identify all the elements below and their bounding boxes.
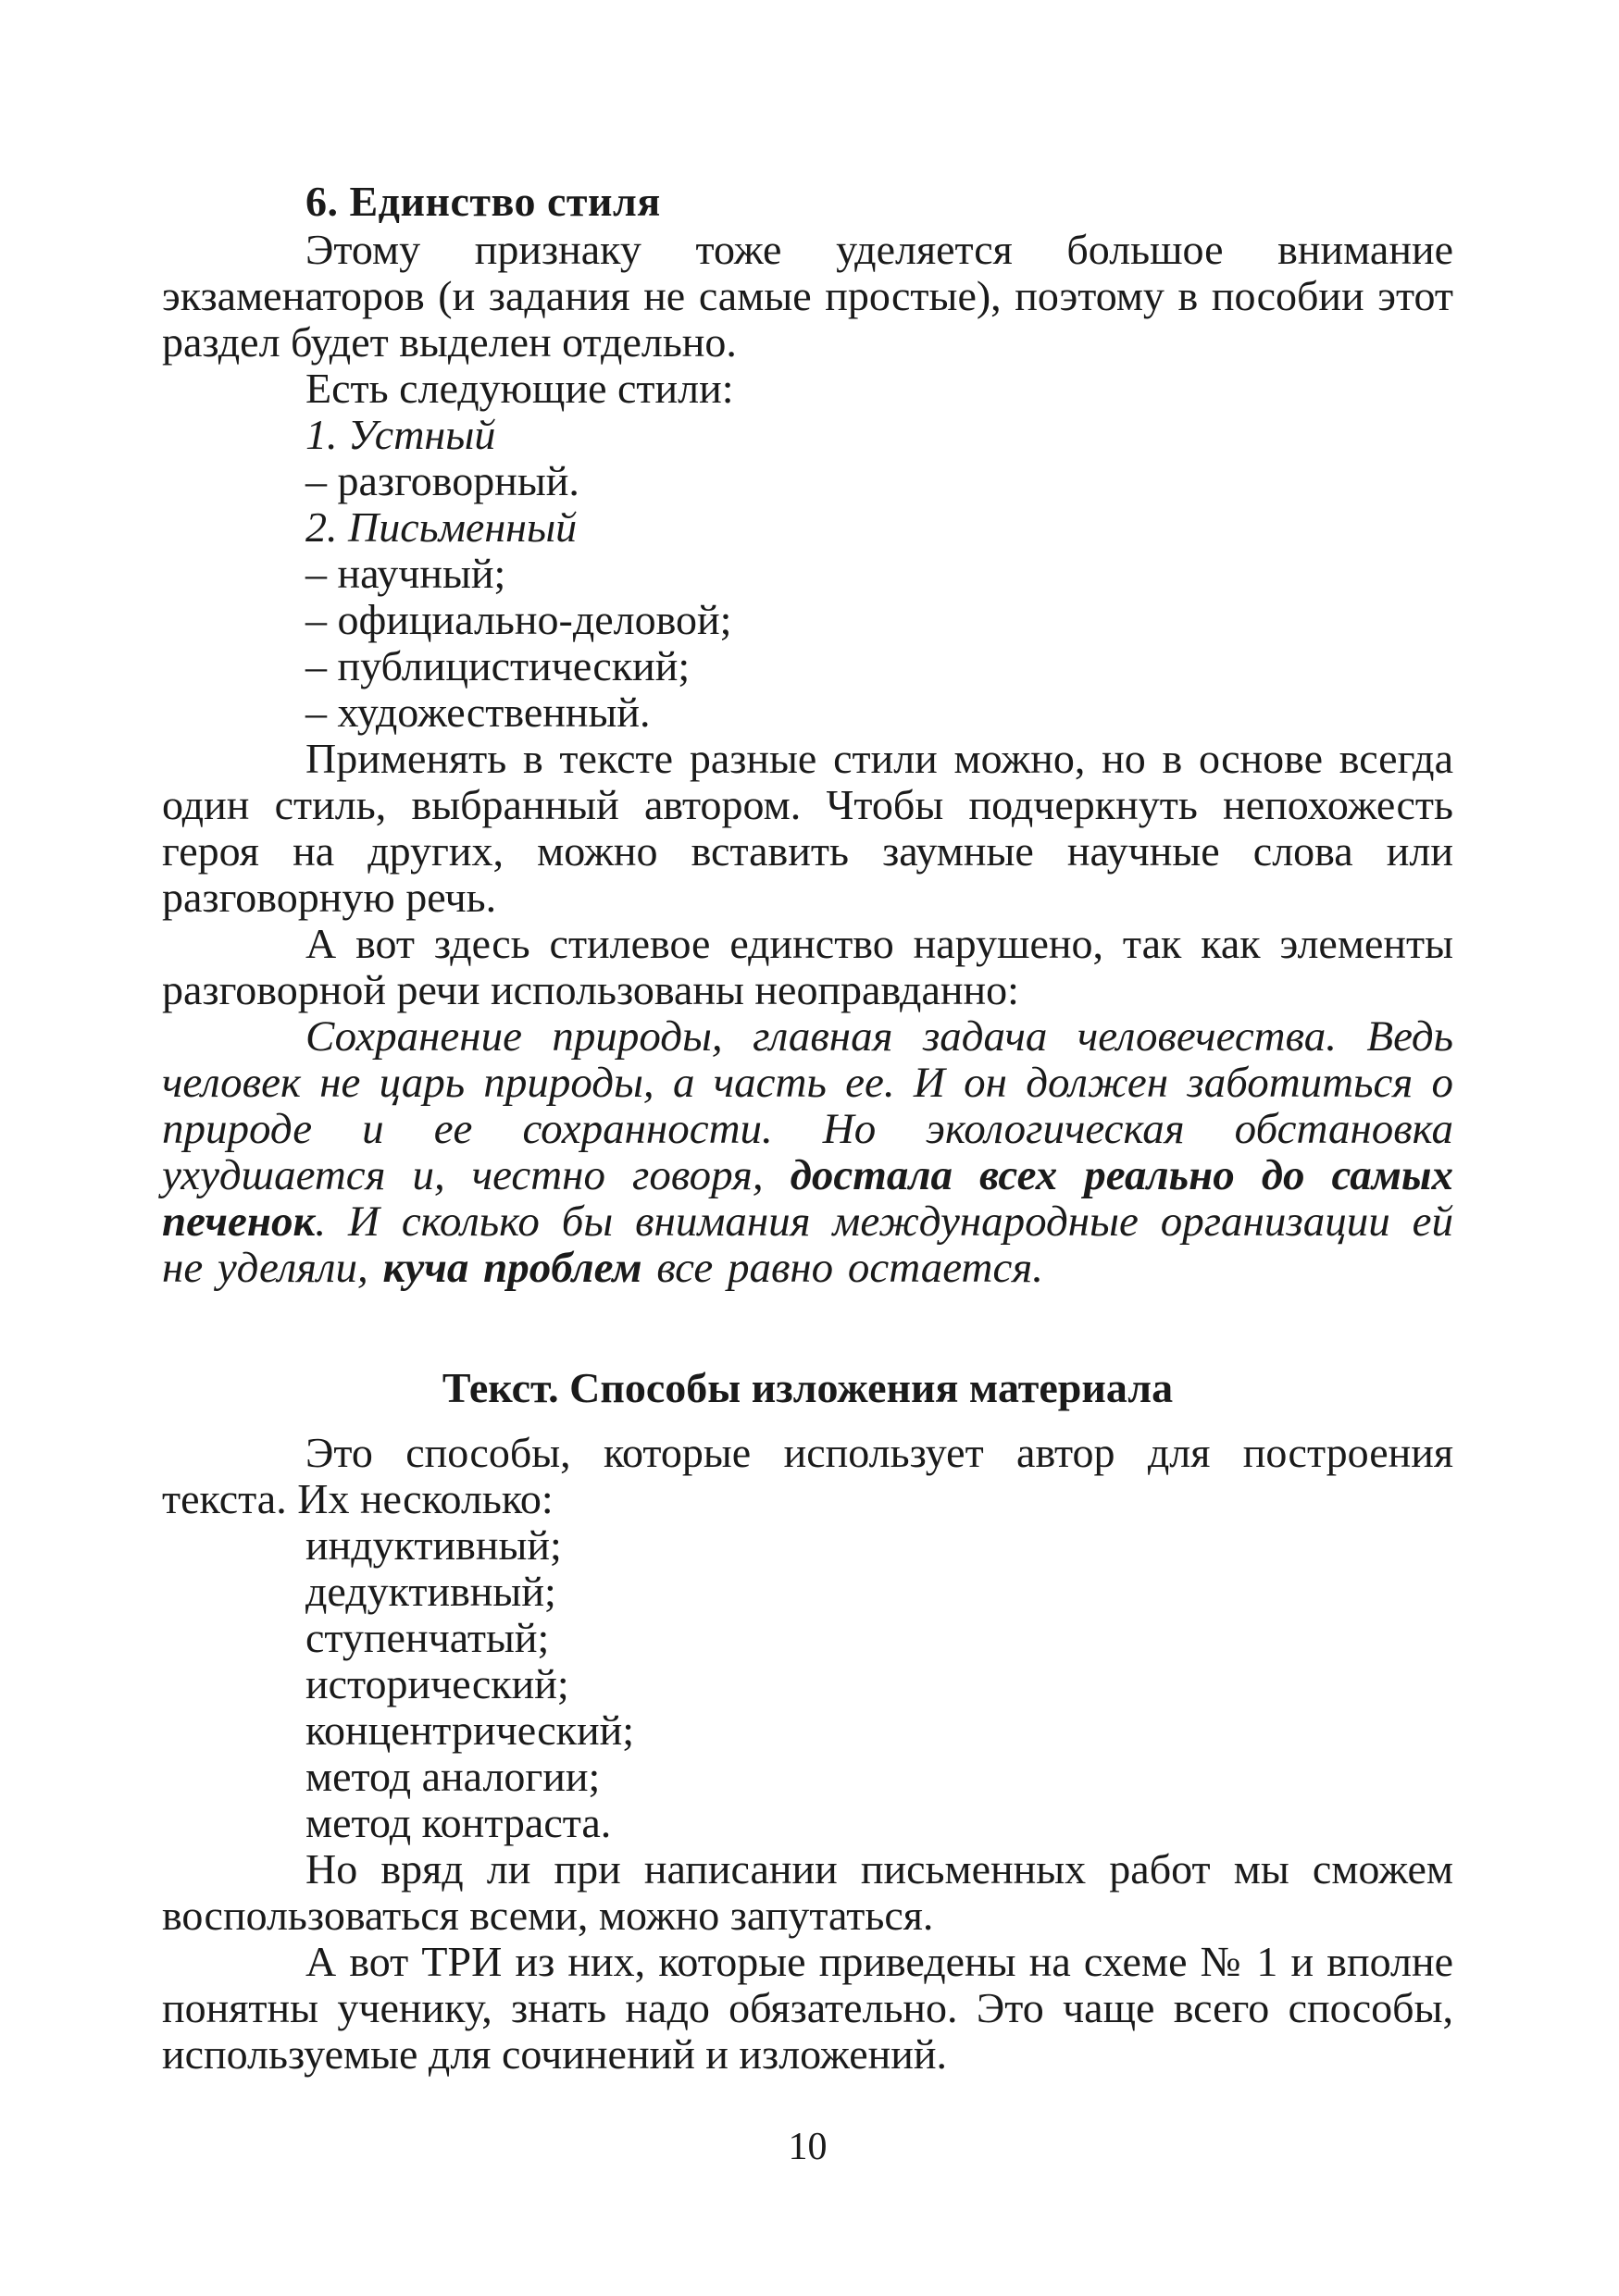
style-list-item: – разговорный.: [305, 457, 579, 504]
paragraph-three-methods: А вот ТРИ из них, которые приведены на схеме № 1 и вполне понятны ученику, знать надо обязательно. Это чаще всего способы, используемые для сочинений и изложений.: [162, 1938, 1453, 2078]
quote-run-bold: достала всех реально до самых печенок: [162, 1151, 1453, 1246]
styles-lead-in: Есть следующие стили:: [305, 365, 734, 412]
paragraph-methods-intro: Это способы, которые использует автор для построения текста. Их несколько:: [162, 1429, 1453, 1522]
method-list-item: метод аналогии;: [305, 1753, 601, 1800]
paragraph-intro: Этому признаку тоже уделяется большое внимание экзаменаторов (и задания не самые простые), поэтому в пособии этот раздел будет выделен отдельно.: [162, 226, 1453, 366]
quote-run: все равно остается.: [641, 1244, 1043, 1292]
style-list-item: 2. Письменный: [305, 503, 578, 551]
paragraph-mixing-styles: Применять в тексте разные стили можно, но в основе всегда один стиль, выбранный автором. Чтобы подчеркнуть непохожесть героя на других, можно вставить заумные научные слова или разговорную речь.: [162, 735, 1453, 921]
style-list-item: 1. Устный: [305, 411, 496, 458]
method-list-item: индуктивный;: [305, 1521, 562, 1569]
style-list-item: – художественный.: [305, 689, 651, 736]
method-list-item: исторический;: [305, 1660, 569, 1707]
style-list-item: – научный;: [305, 550, 506, 597]
section-heading-text-methods: Текст. Способы изложения материала: [442, 1364, 1174, 1411]
paragraph-caution: Но вряд ли при написании письменных работ мы сможем воспользоваться всеми, можно запутаться.: [162, 1845, 1453, 1939]
section-heading-style-unity: 6. Единство стиля: [305, 178, 661, 225]
quote-run: . И сколько бы внимания международные организации ей не уделяли,: [162, 1198, 1453, 1292]
style-list-item: – официально-деловой;: [305, 596, 732, 643]
text-block: [162, 179, 1453, 2078]
method-list-item: ступенчатый;: [305, 1614, 550, 1661]
method-list-item: дедуктивный;: [305, 1568, 556, 1615]
quote-run-bold: куча проблем: [382, 1244, 642, 1292]
paragraph-broken-unity: А вот здесь стилевое единство нарушено, так как элементы разговорной речи использованы неоправданно:: [162, 920, 1453, 1013]
method-list-item: метод контраста.: [305, 1799, 612, 1846]
method-list-item: концентрический;: [305, 1706, 635, 1754]
quote-run: Сохранение природы, главная задача человечества. Ведь человек не царь природы, а часть ее. И он должен заботиться о природе и ее сохранности. Но экологическая обстановка ухудшается и, честно говоря,: [162, 1012, 1453, 1199]
style-list-item: – публицистический;: [305, 642, 691, 689]
quote-paragraph: [162, 1013, 1453, 1291]
page-number: 10: [788, 2126, 828, 2168]
